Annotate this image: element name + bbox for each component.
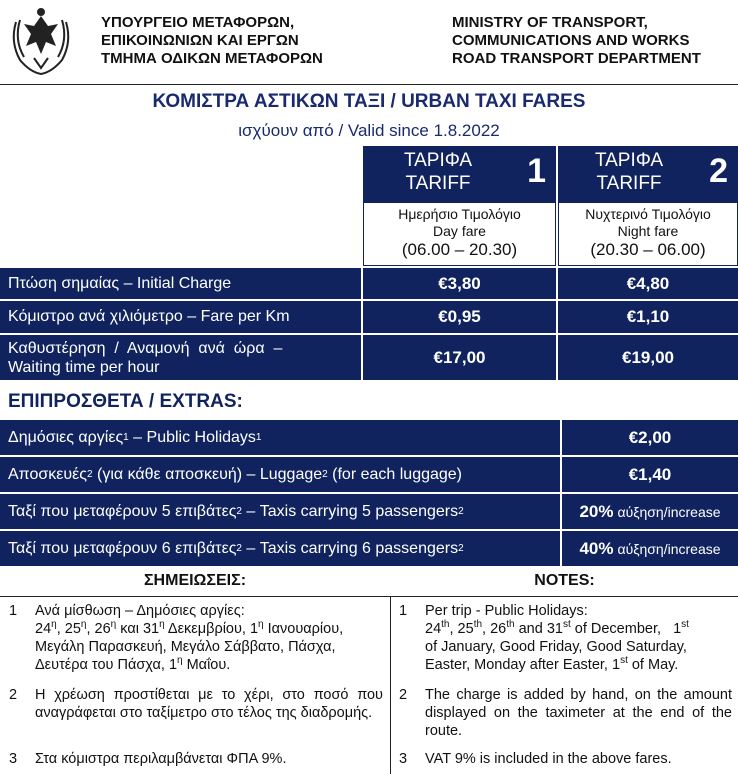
separator: – <box>242 465 260 483</box>
fare-value-tariff2: €1,10 <box>558 301 738 333</box>
extra-value-6-passengers <box>562 531 738 566</box>
notes-title-english: NOTES: <box>534 572 595 589</box>
holiday-dates-line2: Μεγάλη Παρασκευή, Μεγάλο Σάββατο, Πάσχα, <box>35 639 336 655</box>
tariff-1-description <box>363 202 556 266</box>
header-greek-line-1: ΥΠΟΥΡΓΕΙΟ ΜΕΤΑΦΟΡΩΝ, <box>101 14 295 31</box>
tariff-2-desc-greek: Νυχτερινό Τιμολόγιο <box>585 206 711 222</box>
fare-row-per-km <box>0 301 361 333</box>
fare-value-tariff2: €19,00 <box>558 335 738 380</box>
fare-value-tariff2: €4,80 <box>558 268 738 299</box>
extra-gr: Ταξί που μεταφέρουν 5 επιβάτες <box>8 502 237 520</box>
extra-value: €2,00 <box>628 427 672 447</box>
notes-title-greek: ΣΗΜΕΙΩΣΕΙΣ: <box>143 572 247 589</box>
tariff-2-description <box>558 202 738 266</box>
note-number: 2 <box>9 687 18 703</box>
extra-gr: Ταξί που μεταφέρουν 6 επιβάτες <box>8 539 237 557</box>
extra-value: €1,40 <box>628 464 672 484</box>
tariff-1-label-english: TARIFF <box>405 173 471 194</box>
header-divider <box>0 84 738 85</box>
fare-label-line1: Καθυστέρηση / Αναμονή ανά ώρα – <box>8 339 283 357</box>
note-text: VAT 9% is included in the above fares. <box>425 751 672 767</box>
extra-gr: Δημόσιες αργίες <box>8 428 124 446</box>
extra-en: Luggage <box>259 465 323 483</box>
extra-row-5-passengers: Ταξί που μεταφέρουν 5 επιβάτες 2 – Taxis carrying 5 passengers 2 <box>0 494 560 529</box>
cyprus-coat-of-arms-icon <box>6 2 76 76</box>
tariff-1-header <box>363 146 556 202</box>
tariff-1-time: (06.00 – 20.30) <box>401 240 518 259</box>
extra-en: Taxis carrying 6 passengers <box>259 539 459 557</box>
extra-value: 20% <box>579 501 614 521</box>
note-number: 3 <box>399 751 408 767</box>
extra-value: 40% <box>579 538 614 558</box>
note-number: 3 <box>9 751 18 767</box>
extra-unit: αύξηση/increase <box>617 540 721 557</box>
extra-value-5-passengers <box>562 494 738 529</box>
holiday-dates-line3: Δευτέρα του Πάσχα, $1^\eta$ Μαΐου. <box>35 655 231 673</box>
header-greek-line-3: ΤΜΗΜΑ ΟΔΙΚΩΝ ΜΕΤΑΦΟΡΩΝ <box>101 50 323 67</box>
holiday-dates-line2: of January, Good Friday, Good Saturday, <box>425 639 687 655</box>
header-english-line-3: ROAD TRANSPORT DEPARTMENT <box>452 50 701 67</box>
tariff-2-label-greek: ΤΑΡΙΦΑ <box>594 150 664 171</box>
extra-row-6-passengers: Ταξί που μεταφέρουν 6 επιβάτες 2 – Taxis carrying 6 passengers 2 <box>0 531 560 566</box>
tariff-2-label-english: TARIFF <box>596 173 662 194</box>
holiday-dates-line1: 24th, 25th, 26th and 31st of December, 1st <box>425 619 689 637</box>
extra-en: Taxis carrying 5 passengers <box>259 502 459 520</box>
tariff-2-desc-english: Night fare <box>617 223 679 239</box>
note-number: 1 <box>9 603 18 619</box>
header-english-line-2: COMMUNICATIONS AND WORKS <box>452 32 690 49</box>
valid-since: ισχύουν από / Valid since 1.8.2022 <box>238 121 500 140</box>
note-number: 2 <box>399 687 408 703</box>
separator: – <box>241 539 260 557</box>
fare-value-tariff1: €17,00 <box>363 335 556 380</box>
header-english-line-1: MINISTRY OF TRANSPORT, <box>452 14 648 31</box>
holiday-dates-line1: $24^\eta$, $25^\eta$, $26^\eta$ και $31^\eta$ Δεκεμβρίου, $1^\eta$ Ιανουαρίου, <box>35 619 344 637</box>
ministry-name-greek <box>101 14 323 68</box>
extra-gr: Αποσκευές <box>8 465 87 483</box>
notes-column-divider <box>390 596 391 774</box>
tariff-2-number: 2 <box>709 152 728 190</box>
fare-label: Κόμιστρο ανά χιλιόμετρο – Fare per Km <box>8 308 290 325</box>
fare-row-waiting-time <box>0 335 361 380</box>
ministry-name-english <box>452 14 701 68</box>
note-text: Στα κόμιστρα περιλαμβάνεται ΦΠΑ 9%. <box>35 751 287 767</box>
fare-label-line2: Waiting time per hour <box>8 358 160 376</box>
note-head: Per trip - Public Holidays: <box>425 603 588 619</box>
extra-en: Public Holidays <box>146 428 256 446</box>
extra-value-holidays <box>562 420 738 455</box>
extra-gr-rest: (για κάθε αποσκευή) <box>92 465 243 483</box>
fare-label: Πτώση σημαίας – Initial Charge <box>8 274 232 292</box>
note-text: The charge is added by hand, on the amount displayed on the taximeter at the end of the route. <box>425 687 732 739</box>
tariff-1-desc-english: Day fare <box>433 223 486 239</box>
notes-divider <box>0 596 738 597</box>
extra-value-luggage <box>562 457 738 492</box>
tariff-2-header <box>558 146 738 202</box>
note-head: Ανά μίσθωση – Δημόσιες αργίες: <box>35 603 245 619</box>
extras-title: ΕΠΙΠΡΟΣΘΕΤΑ / EXTRAS: <box>8 391 243 412</box>
fare-row-initial-charge <box>0 268 361 299</box>
separator: – <box>241 502 260 520</box>
extra-unit: αύξηση/increase <box>617 503 721 520</box>
note-number: 1 <box>399 603 408 619</box>
extra-en-rest: (for each luggage) <box>327 465 463 483</box>
holiday-dates-line3: Easter, Monday after Easter, 1st of May. <box>425 655 679 673</box>
fare-value-tariff1: €0,95 <box>363 301 556 333</box>
tariff-1-desc-greek: Ημερήσιο Τιμολόγιο <box>398 206 521 222</box>
tariff-1-label-greek: ΤΑΡΙΦΑ <box>403 150 473 171</box>
extra-row-holidays: Δημόσιες αργίες 1 – Public Holidays 1 <box>0 420 560 455</box>
document-header <box>0 0 738 82</box>
fare-value-tariff1: €3,80 <box>363 268 556 299</box>
page-title: ΚΟΜΙΣΤΡΑ ΑΣΤΙΚΩΝ ΤΑΞΙ / URBAN TAXI FARES <box>152 91 586 112</box>
note-text: Η χρέωση προστίθεται με το χέρι, στο ποσό που αναγράφεται στο ταξίμετρο στο τέλος της διαδρομής. <box>35 687 383 721</box>
extra-row-luggage: Αποσκευές 2 (για κάθε αποσκευή) – Luggage 2 (for each luggage) <box>0 457 560 492</box>
tariff-1-number: 1 <box>527 152 546 190</box>
tariff-2-time: (20.30 – 06.00) <box>590 240 706 259</box>
separator: – <box>128 428 147 446</box>
header-greek-line-2: ΕΠΙΚΟΙΝΩΝΙΩΝ ΚΑΙ ΕΡΓΩΝ <box>101 32 299 49</box>
